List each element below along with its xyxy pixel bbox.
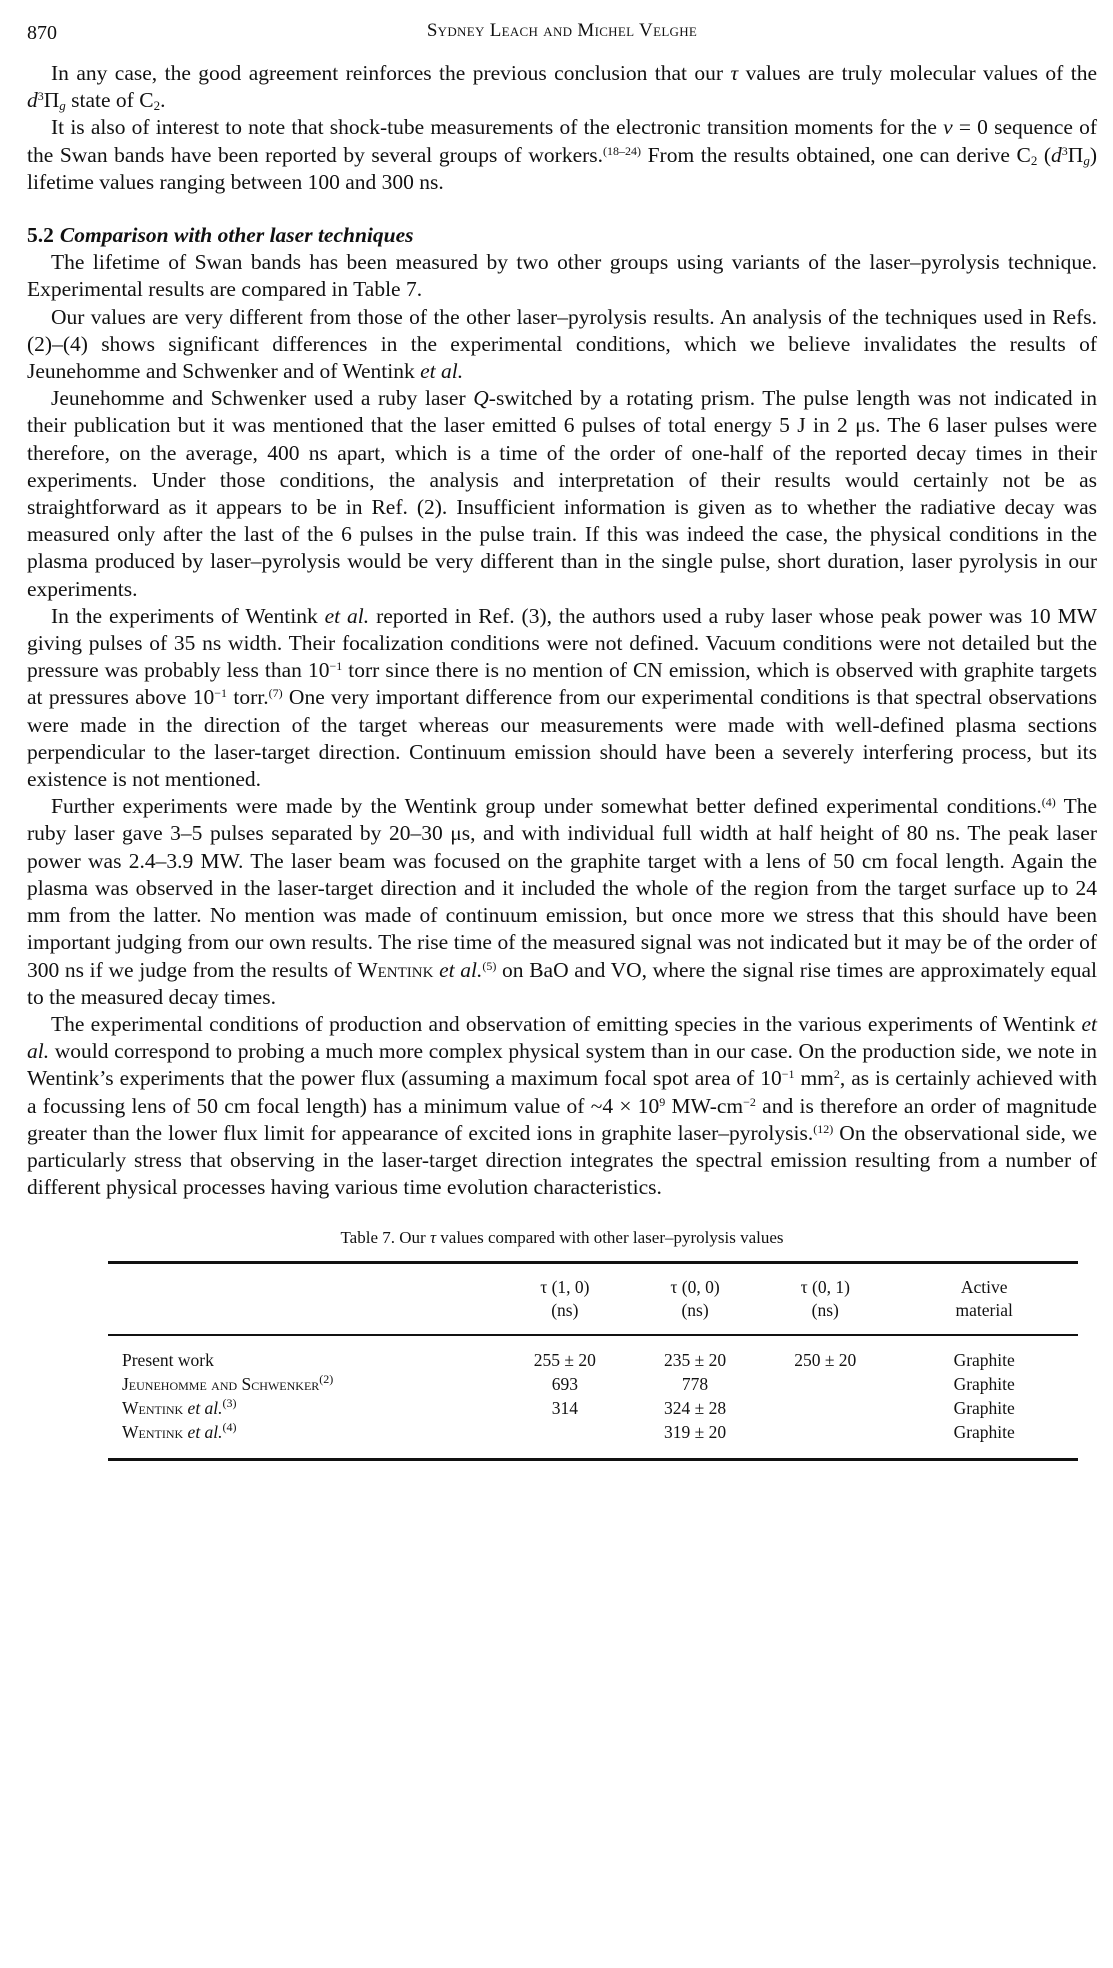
- column-header-active-material: Active material: [890, 1263, 1078, 1336]
- cell-tau-0-0: 324 ± 28: [664, 1398, 727, 1419]
- paragraph: Further experiments were made by the Wentink group under somewhat better defined experimental conditions.$^{(4)}$ The ruby laser gave 3–5 pulses separated by 20–30 μs, and with individual full width at half height of 80 ns. The peak laser power was 2.4–3.9 MW. The laser beam was focused on the graphite target with a lens of 50 cm focal length. Again the plasma was observed in the laser-target direction and it included the whole of the region from the target surface up to 24 mm from the latter. No mention was made of continuum emission, but once more we stress that this should have been important judging from our own results. The rise time of the measured signal was not indicated but it may be of the order of 300 ns if we judge from the results of Wentink et al.$^{(5)}$ on BaO and VO, where the signal rise times are approximately equal to the measured decay times.: [27, 794, 1098, 1009]
- cell-tau-1-0: 693: [551, 1374, 578, 1395]
- cell-tau-1-0: 314: [551, 1398, 578, 1419]
- column-header-source: [108, 1263, 500, 1336]
- cell-tau-0-1: [760, 1420, 890, 1460]
- cell-tau-0-0: 319 ± 20: [630, 1420, 760, 1460]
- reference-marker[interactable]: (12): [813, 1121, 834, 1136]
- cell-tau-0-0: 778: [681, 1374, 709, 1395]
- reference-marker[interactable]: (5): [482, 958, 497, 973]
- table-caption: Table 7. Our τ values compared with other laser–pyrolysis values: [340, 1228, 784, 1248]
- table-row: [108, 1396, 1078, 1420]
- paragraph: It is also of interest to note that shock-tube measurements of the electronic transition moments for the v = 0 sequence of the Swan bands have been reported by several groups of workers.$^{(18-24)}$ From the results obtained, one can derive $C_2$ $(d^3\Pi_g)$ lifetime values ranging between 100 and 300 ns.: [27, 115, 1098, 194]
- table-header-row: [108, 1263, 1078, 1336]
- row-source: Present work: [122, 1350, 214, 1371]
- paragraph: In the experiments of Wentink et al. reported in Ref. (3), the authors used a ruby laser whose peak power was 10 MW giving pulses of 35 ns width. Their focalization conditions were not defined. Vacuum conditions were not detailed but the pressure was probably less than $10^{-1}$ torr since there is no mention of CN emission, which is observed with graphite targets at pressures above $10^{-1}$ torr.$^{(7)}$ One very important difference from our experimental conditions is that spectral observations were made in the direction of the target whereas our measurements were made with well-defined plasma sections perpendicular to the laser-target direction. Continuum emission should have been a severely interfering process, but its existence is not mentioned.: [27, 603, 1098, 792]
- cell-tau-0-0: 235 ± 20: [664, 1350, 727, 1371]
- table-row: [108, 1335, 1078, 1372]
- reference-marker[interactable]: (7): [268, 686, 283, 701]
- column-header-tau-1-0: τ (1, 0) (ns): [500, 1263, 630, 1336]
- paragraph: Our values are very different from those of the other laser–pyrolysis results. An analysis of the techniques used in Refs. (2)–(4) shows significant differences in the experimental conditions, which we believe invalidates the results of Jeunehomme and Schwenker and of Wentink et al.: [27, 304, 1097, 384]
- reference-marker[interactable]: (2): [319, 1372, 334, 1387]
- section-heading: [27, 222, 1097, 249]
- row-source: Wentink et al.$^{(4)}$: [108, 1420, 500, 1460]
- cell-active-material: Graphite: [953, 1350, 1015, 1371]
- reference-marker[interactable]: (18–24): [603, 143, 642, 158]
- document-page: [27, 0, 1097, 1461]
- reference-marker[interactable]: (4): [1041, 795, 1056, 810]
- cell-active-material: Graphite: [953, 1374, 1015, 1395]
- running-title: Sydney Leach and Michel Velghe: [426, 20, 698, 41]
- tau-symbol: τ: [730, 61, 739, 85]
- row-source: Jeunehomme and Schwenker$^{(2)}$: [122, 1372, 334, 1395]
- page-number: 870: [27, 22, 57, 44]
- column-header-tau-0-0: τ (0, 0) (ns): [630, 1263, 760, 1336]
- section-title: Comparison with other laser techniques: [59, 223, 414, 248]
- cell-tau-1-0: [500, 1420, 630, 1460]
- running-header: [27, 0, 1097, 60]
- reference-marker[interactable]: (4): [222, 1420, 237, 1435]
- cell-active-material: Graphite: [890, 1420, 1078, 1460]
- row-source: Wentink et al.$^{(3)}$: [122, 1396, 237, 1419]
- cell-tau-0-1: [760, 1396, 890, 1420]
- table-row: [108, 1372, 1078, 1396]
- paragraph: In any case, the good agreement reinforces the previous conclusion that our τ values are truly molecular values of the $d^3\Pi_g$ state of $C_2$.: [27, 61, 1097, 114]
- comparison-table: [108, 1261, 1078, 1461]
- paragraph: Jeunehomme and Schwenker used a ruby laser Q-switched by a rotating prism. The pulse length was not indicated in their publication but it was mentioned that the laser emitted 6 pulses of total energy 5 J in 2 μs. The 6 laser pulses were therefore, on the average, 400 ns apart, which is a time of the order of one-half of the reported decay times in their experiments. Under those conditions, the analysis and interpretation of their results would certainly not be as straightforward as it appears to be in Ref. (2). Insufficient information is given as to whether the radiative decay was measured only after the last of the 6 pulses in the pulse train. If this was indeed the case, the physical conditions in the plasma produced by laser–pyrolysis would be very different than in the single pulse, short duration, laser pyrolysis in our experiments.: [27, 386, 1097, 601]
- cell-tau-1-0: 255 ± 20: [533, 1350, 596, 1371]
- reference-marker[interactable]: (3): [222, 1396, 237, 1411]
- paragraph: The lifetime of Swan bands has been measured by two other groups using variants of the laser–pyrolysis technique. Experimental results are compared in Table 7.: [27, 250, 1097, 302]
- cell-active-material: Graphite: [953, 1398, 1015, 1419]
- cell-tau-0-1: 250 ± 20: [794, 1350, 857, 1371]
- table-row: [108, 1420, 1078, 1460]
- body-text: [27, 60, 1097, 1201]
- paragraph: The experimental conditions of production and observation of emitting species in the various experiments of Wentink et al. would correspond to probing a much more complex physical system than in our case. On the production side, we note in Wentink’s experiments that the power flux (assuming a maximum focal spot area of $10^{-1}$ $mm^2$, as is certainly achieved with a focussing lens of 50 cm focal length) has a minimum value of ~4 × $10^9$ $MW-cm^{-2}$ and is therefore an order of magnitude greater than the lower flux limit for appearance of excited ions in graphite laser–pyrolysis.$^{(12)}$ On the observational side, we particularly stress that observing in the laser-target direction integrates the spectral emission resulting from a number of different physical processes having various time evolution characteristics.: [27, 1011, 1097, 1200]
- cell-tau-0-1: [760, 1372, 890, 1396]
- column-header-tau-0-1: τ (0, 1) (ns): [760, 1263, 890, 1336]
- section-number: 5.2: [27, 223, 54, 248]
